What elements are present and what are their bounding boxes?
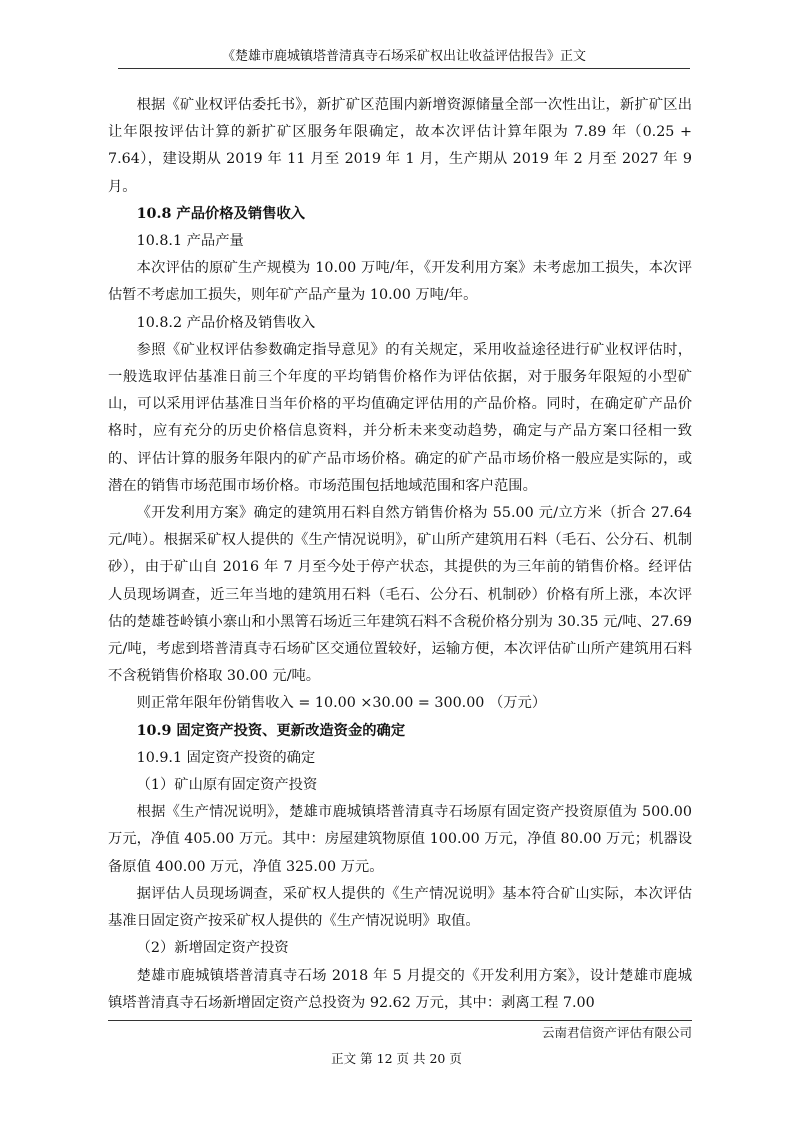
page-number: 正文 第 12 页 共 20 页: [331, 1051, 462, 1066]
header-divider: [118, 68, 690, 69]
document-body: [108, 92, 692, 1017]
page-header: [118, 48, 690, 66]
paragraph-sales-revenue: 则正常年限年份销售收入 = 10.00 ×30.00 = 300.00 （万元）: [136, 695, 547, 712]
section-heading-10-8: 10.8 产品价格及销售收入: [136, 205, 306, 222]
paragraph-production-output: 本次评估的原矿生产规模为 10.00 万吨/年，《开发利用方案》未考虑加工损失，本次评估暂不考虑加工损失，则年矿产品产量为 10.00 万吨/年。: [108, 260, 692, 304]
header-title: 《楚雄市鹿城镇塔普清真寺石场采矿权出让收益评估报告》正文: [221, 49, 586, 64]
subsection-heading-10-9-1: 10.9.1 固定资产投资的确定: [136, 749, 316, 766]
section-heading-10-9: 10.9 固定资产投资、更新改造资金的确定: [136, 722, 406, 739]
paragraph-evaluation-period: 根据《矿业权评估委托书》，新扩矿区范围内新增资源储量全部一次性出让，新扩矿区出让年限按评估计算的新扩矿区服务年限确定，故本次评估计算年限为 7.89 年（0.25 + 7.64），建设期从 2019 年 11 月至 2019 年 1 月，生产期从 2019 年 2 月至 2027 年 9 月。: [108, 97, 692, 195]
paragraph-price-guideline: 参照《矿业权评估参数确定指导意见》的有关规定，采用收益途径进行矿业权评估时，一般选取评估基准日前三个年度的平均销售价格作为评估依据，对于服务年限短的小型矿山，可以采用评估基准日当年价格的平均值确定评估用的产品价格。同时，在确定矿产品价格时，应有充分的历史价格信息资料，并分析未来变动趋势，确定与产品方案口径相一致的、评估计算的服务年限内的矿产品市场价格。确定的矿产品市场价格一般应是实际的，或潜在的销售市场范围市场价格。市场范围包括地域范围和客户范围。: [108, 341, 692, 494]
subsection-heading-10-8-2: 10.8.2 产品价格及销售收入: [136, 314, 316, 331]
item-heading-new-assets: （2）新增固定资产投资: [136, 940, 289, 957]
paragraph-new-assets: 楚雄市鹿城镇塔普清真寺石场 2018 年 5 月提交的《开发利用方案》，设计楚雄市鹿城镇塔普清真寺石场新增固定资产总投资为 92.62 万元，其中：剥离工程 7.00: [108, 967, 692, 1011]
footer-company-name: 云南君信资产评估有限公司: [541, 1025, 692, 1040]
paragraph-price-determination: 《开发利用方案》确定的建筑用石料自然方销售价格为 55.00 元/立方米（折合 27.64 元/吨）。根据采矿权人提供的《生产情况说明》，矿山所产建筑用石料（毛石、公分石、机制砂），由于矿山自 2016 年 7 月至今处于停产状态，其提供的为三年前的销售价格。经评估人员现场调查，近三年当地的建筑用石料（毛石、公分石、机制砂）价格有所上涨，本次评估的楚雄苍岭镇小寨山和小黑箐石场近三年建筑石料不含税价格分别为 30.35 元/吨、27.69 元/吨，考虑到塔普清真寺石场矿区交通位置较好，运输方便，本次评估矿山所产建筑用石料不含税销售价格取 30.00 元/吨。: [108, 505, 692, 685]
item-heading-existing-assets: （1）矿山原有固定资产投资: [136, 777, 318, 794]
subsection-heading-10-8-1: 10.8.1 产品产量: [136, 233, 244, 250]
footer-divider: [108, 1020, 692, 1021]
paragraph-existing-assets: 根据《生产情况说明》，楚雄市鹿城镇塔普清真寺石场原有固定资产投资原值为 500.00 万元，净值 405.00 万元。其中：房屋建筑物原值 100.00 万元，净值 80.00 万元；机器设备原值 400.00 万元，净值 325.00 万元。: [108, 804, 692, 875]
paragraph-site-survey: 据评估人员现场调查，采矿权人提供的《生产情况说明》基本符合矿山实际，本次评估基准日固定资产按采矿权人提供的《生产情况说明》取值。: [108, 885, 692, 930]
